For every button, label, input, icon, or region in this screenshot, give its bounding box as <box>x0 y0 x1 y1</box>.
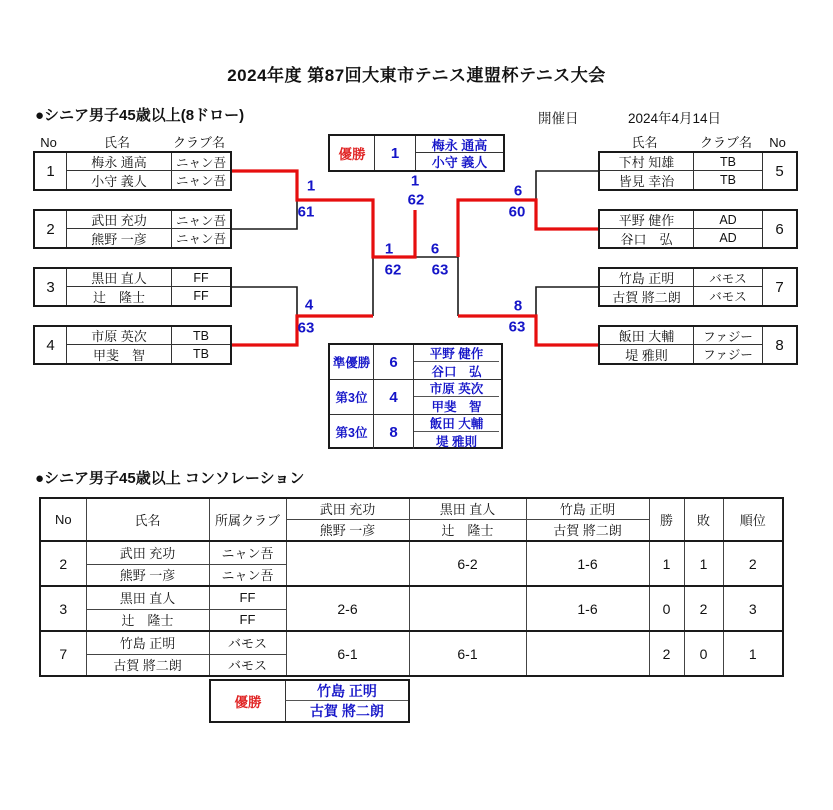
pair-no: 1 <box>46 162 55 180</box>
header-club: クラブ名 <box>172 135 225 150</box>
player-name: 市原 英次 <box>66 327 172 345</box>
result-label: 第3位 <box>335 426 368 440</box>
qf2-score: 63 <box>297 319 315 337</box>
final-winner: 1 <box>410 172 420 190</box>
club-name: ニャン吾 <box>209 541 286 564</box>
table-row <box>40 631 783 654</box>
result-label: 準優勝 <box>332 356 371 370</box>
result-player: 堤 雅則 <box>436 434 477 449</box>
opponent-header: 黒田 直人 <box>409 498 526 519</box>
player-name: 辻 隆士 <box>86 609 209 631</box>
rank-value: 1 <box>723 631 783 676</box>
club-name: ニャン吾 <box>209 564 286 586</box>
club-name: AD <box>693 229 763 247</box>
rank-value: 2 <box>723 541 783 586</box>
player-name: 甲斐 智 <box>66 345 172 363</box>
sf2-winner: 6 <box>430 240 440 258</box>
row-no: 7 <box>40 631 86 676</box>
loss-count: 0 <box>684 631 723 676</box>
pair-box-5 <box>598 151 798 191</box>
match-score <box>286 541 409 586</box>
header-no: No <box>769 135 786 150</box>
club-name: AD <box>693 211 763 229</box>
pair-box-1 <box>33 151 232 191</box>
row-no: 3 <box>40 586 86 631</box>
date-label: 開催日 <box>538 111 579 126</box>
consolation-champion-box <box>209 679 410 723</box>
champion-box <box>328 134 505 172</box>
player-name: 梅永 通高 <box>66 153 172 171</box>
header-loss: 敗 <box>684 498 723 541</box>
header-name: 氏名 <box>103 135 130 150</box>
player-name: 竹島 正明 <box>600 269 693 287</box>
pair-no: 8 <box>775 336 784 354</box>
player-name: 古賀 將二朗 <box>86 654 209 676</box>
result-player: 谷口 弘 <box>431 364 482 379</box>
row-no: 2 <box>40 541 86 586</box>
header-name: 氏名 <box>86 498 209 541</box>
club-name: TB <box>693 171 763 189</box>
result-label: 第3位 <box>335 391 368 405</box>
win-count: 0 <box>649 586 684 631</box>
header-rank: 順位 <box>723 498 783 541</box>
result-player: 平野 健作 <box>414 345 499 362</box>
pair-no: 7 <box>775 278 784 296</box>
player-name: 小守 義人 <box>66 171 172 189</box>
player-name: 熊野 一彦 <box>86 564 209 586</box>
opponent-header: 竹島 正明 <box>526 498 649 519</box>
player-name: 武田 充功 <box>66 211 172 229</box>
club-name: バモス <box>209 631 286 654</box>
pair-box-2 <box>33 209 232 249</box>
consolation-section-title: ●シニア男子45歳以上 コンソレーション <box>35 470 305 487</box>
pair-no: 6 <box>775 220 784 238</box>
champion-label: 優勝 <box>234 695 262 710</box>
right-draw-header <box>598 135 798 150</box>
header-no: No <box>40 135 57 150</box>
champion-player: 梅永 通高 <box>416 136 503 153</box>
win-count: 1 <box>649 541 684 586</box>
date-value: 2024年4月14日 <box>628 111 722 126</box>
club-name: バモス <box>693 269 763 287</box>
result-player: 飯田 大輔 <box>414 415 499 432</box>
table-row <box>40 541 783 564</box>
rank-value: 3 <box>723 586 783 631</box>
qf3-score: 60 <box>508 203 526 221</box>
opponent-header: 辻 隆士 <box>409 519 526 541</box>
champion-player: 竹島 正明 <box>285 681 408 701</box>
qf1-winner: 1 <box>306 177 316 195</box>
player-name: 堤 雅則 <box>625 347 668 363</box>
qf4-winner: 8 <box>513 297 523 315</box>
pair-box-4 <box>33 325 232 365</box>
final-score: 62 <box>407 191 425 209</box>
player-name: 辻 隆士 <box>66 287 172 305</box>
champion-label: 優勝 <box>338 147 366 162</box>
table-row <box>40 586 783 609</box>
player-name: 古賀 將二朗 <box>612 289 681 305</box>
result-third-place <box>330 414 501 449</box>
player-name: 黒田 直人 <box>66 269 172 287</box>
loss-count: 1 <box>684 541 723 586</box>
player-name: 下村 知雄 <box>600 153 693 171</box>
sf1-score: 62 <box>384 261 402 279</box>
pair-no: 3 <box>46 278 55 296</box>
player-name: 谷口 弘 <box>620 231 673 247</box>
champion-player: 小守 義人 <box>431 155 488 170</box>
result-player: 市原 英次 <box>414 380 499 397</box>
club-name: FF <box>209 586 286 609</box>
player-name: 平野 健作 <box>600 211 693 229</box>
pair-no: 5 <box>775 162 784 180</box>
qf2-winner: 4 <box>304 296 314 314</box>
header-club: クラブ名 <box>699 135 752 150</box>
match-score <box>526 631 649 676</box>
win-count: 2 <box>649 631 684 676</box>
result-third-place <box>330 379 501 414</box>
match-score: 6-1 <box>409 631 526 676</box>
pair-box-8 <box>598 325 798 365</box>
match-score: 6-2 <box>409 541 526 586</box>
pair-box-3 <box>33 267 232 307</box>
header-win: 勝 <box>649 498 684 541</box>
header-club: 所属クラブ <box>209 498 286 541</box>
player-name: 武田 充功 <box>86 541 209 564</box>
opponent-header: 熊野 一彦 <box>286 519 409 541</box>
opponent-header: 武田 充功 <box>286 498 409 519</box>
main-draw-section-title: ●シニア男子45歳以上(8ドロー) <box>35 107 245 124</box>
consolation-table <box>39 497 784 677</box>
header-name: 氏名 <box>631 135 658 150</box>
result-pair-no: 8 <box>373 415 414 449</box>
match-score: 2-6 <box>286 586 409 631</box>
pair-box-7 <box>598 267 798 307</box>
club-name: FF <box>172 269 230 287</box>
club-name: ファジー <box>693 345 763 363</box>
pair-no: 4 <box>46 336 55 354</box>
result-pair-no: 4 <box>373 380 414 414</box>
result-player: 甲斐 智 <box>431 399 482 414</box>
club-name: ファジー <box>693 327 763 345</box>
left-draw-header <box>33 135 232 150</box>
club-name: FF <box>209 609 286 631</box>
player-name: 竹島 正明 <box>86 631 209 654</box>
qf1-score: 61 <box>297 203 315 221</box>
player-name: 皆見 幸治 <box>618 173 675 189</box>
pair-box-6 <box>598 209 798 249</box>
champion-player: 古賀 將二朗 <box>285 701 408 721</box>
club-name: ニャン吾 <box>175 232 226 246</box>
club-name: TB <box>193 347 209 361</box>
match-score: 1-6 <box>526 541 649 586</box>
result-runner-up <box>330 345 501 379</box>
sf1-winner: 1 <box>384 240 394 258</box>
qf4-score: 63 <box>508 318 526 336</box>
match-score <box>409 586 526 631</box>
header-no: No <box>40 498 86 541</box>
pair-no: 2 <box>46 220 55 238</box>
club-name: ニャン吾 <box>175 174 226 188</box>
player-name: 熊野 一彦 <box>66 229 172 247</box>
match-score: 6-1 <box>286 631 409 676</box>
page-title: 2024年度 第87回大東市テニス連盟杯テニス大会 <box>227 66 606 85</box>
club-name: TB <box>172 327 230 345</box>
club-name: ニャン吾 <box>172 211 230 229</box>
opponent-header: 古賀 將二朗 <box>526 519 649 541</box>
player-name: 飯田 大輔 <box>600 327 693 345</box>
loss-count: 2 <box>684 586 723 631</box>
club-name: ニャン吾 <box>172 153 230 171</box>
club-name: バモス <box>209 654 286 676</box>
sf2-score: 63 <box>431 261 449 279</box>
results-box <box>328 343 503 449</box>
champion-pair-no: 1 <box>374 136 416 170</box>
player-name: 黒田 直人 <box>86 586 209 609</box>
result-pair-no: 6 <box>373 345 414 379</box>
consolation-header-row <box>40 498 783 519</box>
club-name: FF <box>193 289 209 303</box>
match-score: 1-6 <box>526 586 649 631</box>
club-name: バモス <box>693 287 763 305</box>
qf3-winner: 6 <box>513 182 523 200</box>
club-name: TB <box>693 153 763 171</box>
